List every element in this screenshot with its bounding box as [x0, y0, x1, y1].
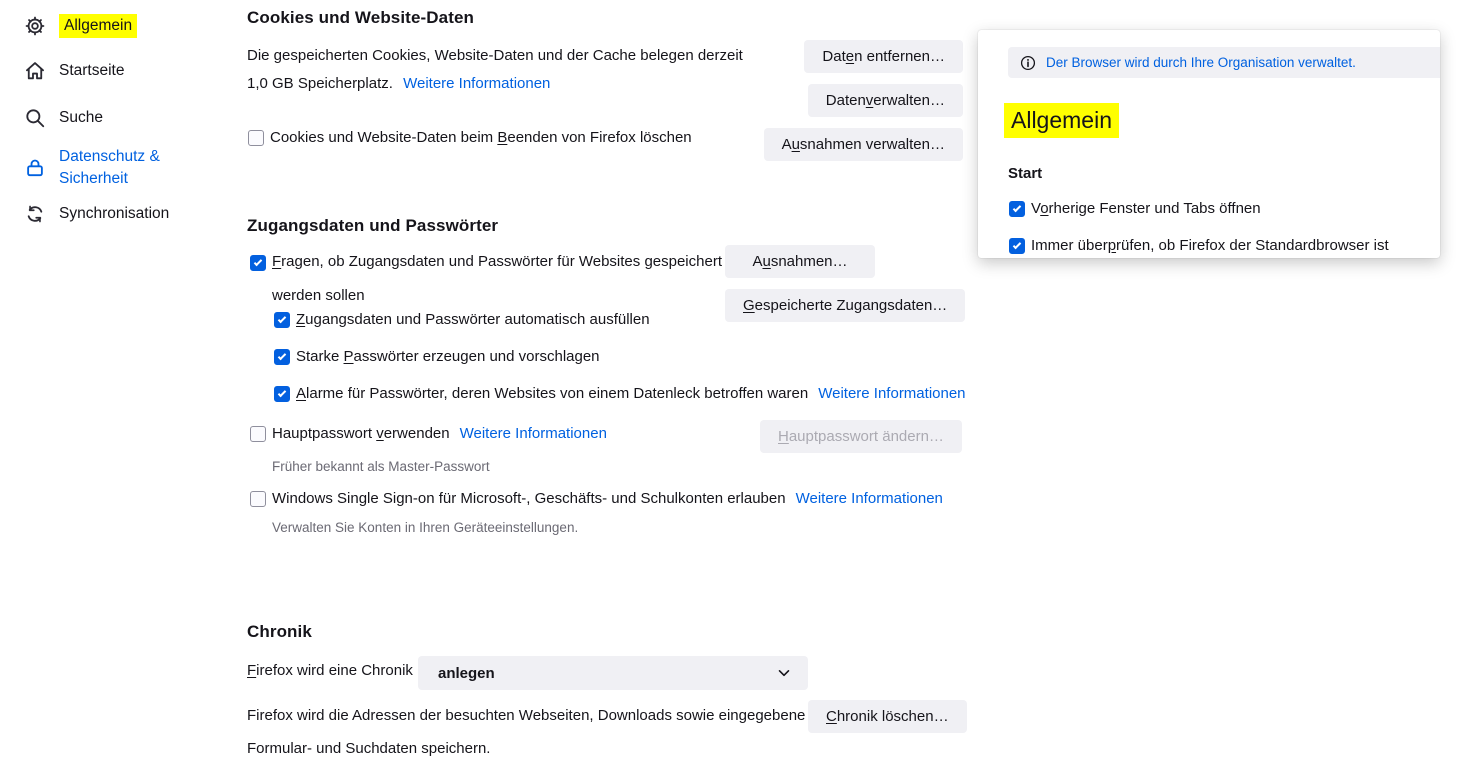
- checkbox-unchecked[interactable]: [250, 491, 266, 507]
- sync-icon: [24, 203, 46, 225]
- sidebar-item-label: Suche: [59, 109, 103, 126]
- clear-history-button[interactable]: C hronik löschen…: [808, 700, 967, 733]
- autofill-logins-checkbox[interactable]: Zugangsdaten und Passwörter automatisch ausfüllen: [274, 310, 650, 330]
- cookies-description-line2: 1,0 GB Speicherplatz. Weitere Informationen: [247, 75, 551, 92]
- sidebar-item-label: Allgemein: [59, 14, 137, 38]
- manage-data-button[interactable]: Daten v erwalten…: [808, 84, 963, 117]
- cookies-learn-more-link[interactable]: Weitere Informationen: [403, 75, 551, 92]
- checkbox-checked[interactable]: [274, 312, 290, 328]
- check-default-browser-checkbox[interactable]: Immer überprüfen, ob Firefox der Standardbrowser ist: [1009, 236, 1389, 256]
- managed-browser-notice-link[interactable]: Der Browser wird durch Ihre Organisation verwaltet.: [1046, 55, 1356, 70]
- checkbox-checked[interactable]: [274, 349, 290, 365]
- breach-alerts-checkbox[interactable]: Alarme für Passwörter, deren Websites von einem Datenleck betroffen waren Weitere Informationen: [274, 384, 966, 404]
- windows-sso-note: Verwalten Sie Konten in Ihren Geräteeinstellungen.: [272, 520, 579, 535]
- checkbox-unchecked[interactable]: [250, 426, 266, 442]
- sidebar-item-label: Datenschutz & Sicherheit: [59, 148, 160, 187]
- primary-password-checkbox[interactable]: Hauptpasswort verwenden Weitere Informationen: [250, 424, 607, 444]
- passwords-section-heading: Zugangsdaten und Passwörter: [247, 216, 499, 235]
- home-icon: [24, 60, 46, 82]
- lock-icon: [24, 157, 46, 179]
- breach-learn-more-link[interactable]: Weitere Informationen: [818, 385, 966, 402]
- clear-data-button[interactable]: Dat e n entfernen…: [804, 40, 963, 73]
- history-section-heading: Chronik: [247, 622, 312, 641]
- checkbox-unchecked[interactable]: [248, 130, 264, 146]
- change-primary-password-button[interactable]: H auptpasswort ändern…: [760, 420, 962, 453]
- checkbox-checked[interactable]: [1009, 238, 1025, 254]
- delete-on-close-checkbox[interactable]: Cookies und Website-Daten beim Beenden von Firefox löschen: [248, 128, 728, 148]
- history-mode-label: Firefox wird eine Chronik: [247, 662, 413, 679]
- cookies-description: [247, 42, 743, 98]
- sidebar-item-label: Startseite: [59, 62, 125, 79]
- windows-sso-learn-more-link[interactable]: Weitere Informationen: [795, 490, 943, 507]
- sidebar-item-label: Synchronisation: [59, 205, 170, 222]
- sidebar-item-privacy-security[interactable]: [24, 146, 187, 190]
- suggest-passwords-checkbox[interactable]: Starke Passwörter erzeugen und vorschlagen: [274, 347, 600, 367]
- managed-browser-notice-bar: [1008, 47, 1440, 78]
- general-page-title: Allgemein: [1004, 103, 1119, 138]
- history-description-line2: Formular- und Suchdaten speichern.: [247, 740, 491, 757]
- chevron-down-icon: [776, 665, 792, 681]
- ask-save-logins-checkbox[interactable]: Fragen, ob Zugangsdaten und Passwörter für Websites gespeichert werden sollen: [250, 245, 728, 313]
- cookies-section-heading: Cookies und Website-Daten: [247, 8, 474, 27]
- history-mode-select[interactable]: [418, 656, 808, 690]
- privacy-settings-pane: [247, 0, 966, 773]
- checkbox-checked[interactable]: [274, 386, 290, 402]
- manage-exceptions-button[interactable]: A u snahmen verwalten…: [764, 128, 963, 161]
- sidebar-item-sync[interactable]: [24, 203, 169, 225]
- gear-icon: [24, 15, 46, 37]
- history-mode-value: anlegen: [438, 664, 495, 682]
- windows-sso-checkbox[interactable]: Windows Single Sign-on für Microsoft-, Geschäfts- und Schulkonten erlauben Weitere Informationen: [250, 489, 943, 509]
- saved-logins-button[interactable]: G espeicherte Zugangsdaten…: [725, 289, 965, 322]
- restore-session-checkbox[interactable]: Vorherige Fenster und Tabs öffnen: [1009, 199, 1261, 219]
- primary-password-note: Früher bekannt als Master-Passwort: [272, 459, 490, 474]
- checkbox-checked[interactable]: [1009, 201, 1025, 217]
- password-exceptions-button[interactable]: A u snahmen…: [725, 245, 875, 278]
- primary-password-learn-more-link[interactable]: Weitere Informationen: [459, 425, 607, 442]
- start-subheading: Start: [1008, 165, 1043, 182]
- sidebar-item-home[interactable]: [24, 60, 124, 82]
- cookies-description-line1: Die gespeicherten Cookies, Website-Daten und der Cache belegen derzeit: [247, 47, 743, 64]
- history-description: [247, 699, 805, 765]
- info-icon: [1020, 55, 1036, 71]
- checkbox-checked[interactable]: [250, 255, 266, 271]
- sidebar-item-general[interactable]: [24, 14, 137, 38]
- search-icon: [24, 107, 46, 129]
- sidebar-item-search[interactable]: [24, 107, 103, 129]
- general-settings-overlay-panel: [978, 30, 1440, 258]
- history-description-line1: Firefox wird die Adressen der besuchten Webseiten, Downloads sowie eingegebene: [247, 707, 806, 724]
